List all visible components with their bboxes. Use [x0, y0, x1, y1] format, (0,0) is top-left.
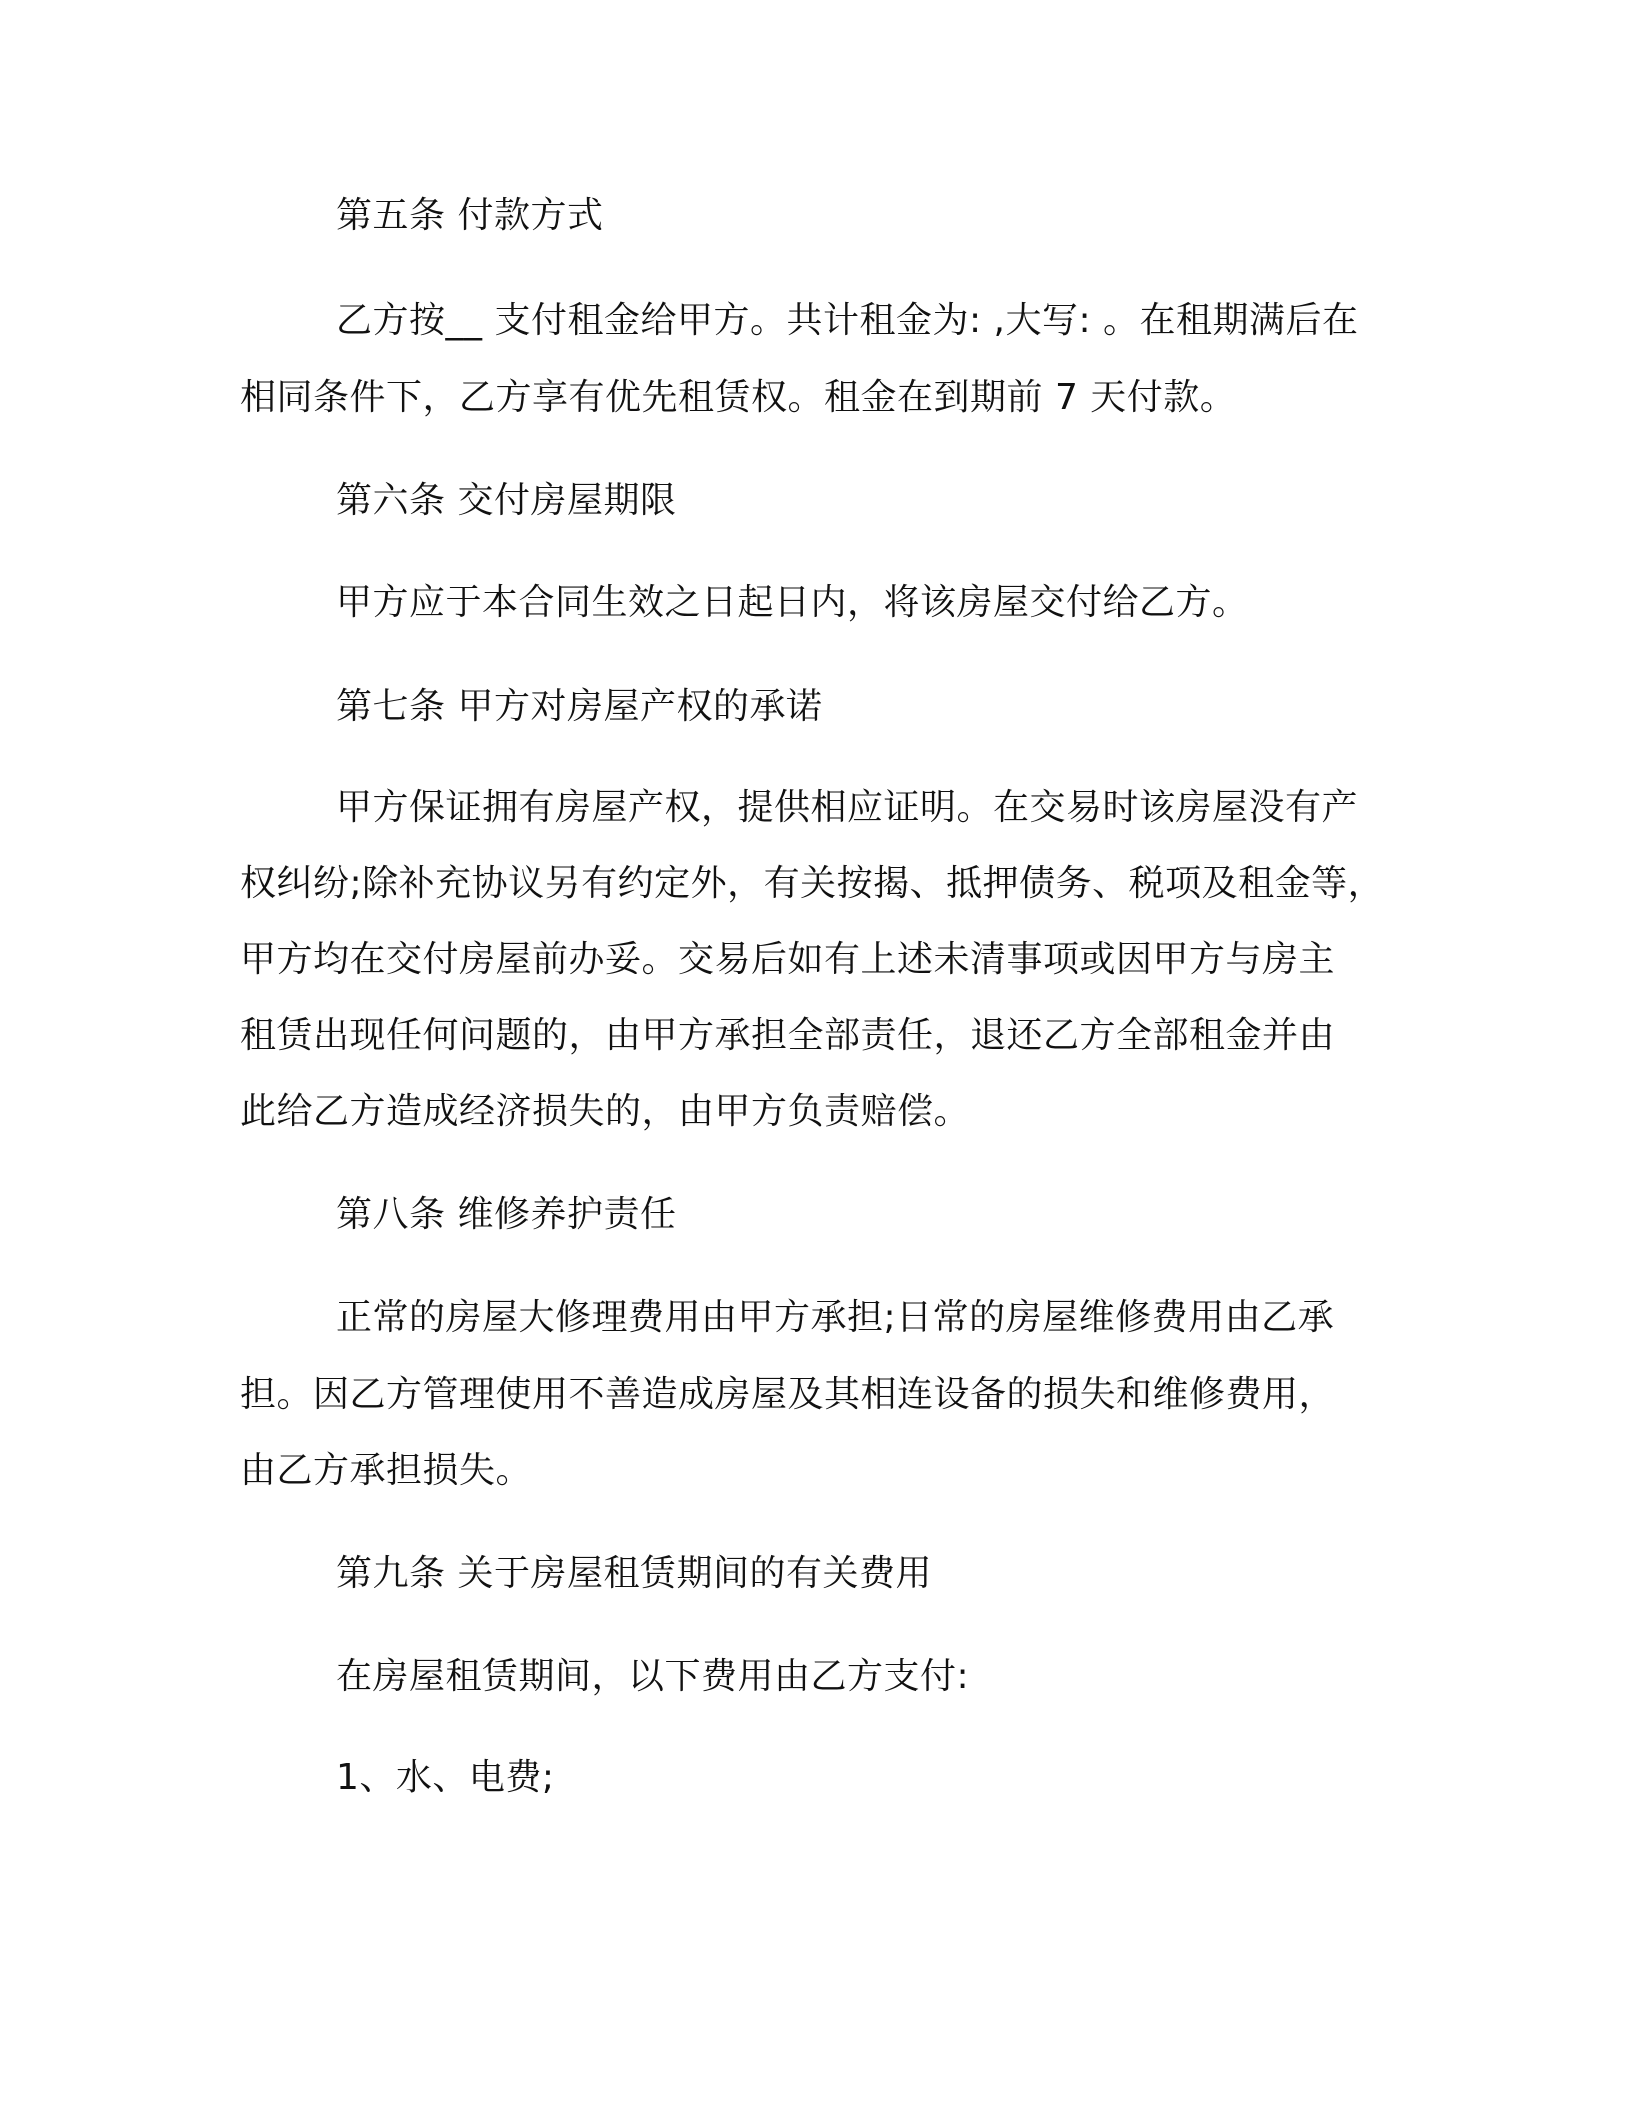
article-7-text-line-1: 甲方保证拥有房屋产权，提供相应证明。在交易时该房屋没有产: [336, 787, 1359, 828]
article-8-text-line-1: 正常的房屋大修理费用由甲方承担;日常的房屋维修费用由乙承: [336, 1297, 1335, 1338]
article-5-heading: 第五条 付款方式: [336, 195, 604, 236]
article-8-heading: 第八条 维修养护责任: [336, 1194, 677, 1235]
article-9-list-item-1: 1、水、电费;: [336, 1757, 555, 1798]
article-8-text-line-3: 由乙方承担损失。: [240, 1450, 533, 1491]
article-7-text-line-3: 甲方均在交付房屋前办妥。交易后如有上述未清事项或因甲方与房主: [240, 939, 1336, 980]
article-7-text-line-2: 权纠纷;除补充协议另有约定外，有关按揭、抵押债务、税项及租金等，: [240, 863, 1385, 904]
article-8-text-line-2: 担。因乙方管理使用不善造成房屋及其相连设备的损失和维修费用，: [240, 1374, 1336, 1415]
article-9-heading: 第九条 关于房屋租赁期间的有关费用: [336, 1553, 932, 1594]
article-7-heading: 第七条 甲方对房屋产权的承诺: [336, 686, 823, 727]
article-7-text-line-5: 此给乙方造成经济损失的，由甲方负责赔偿。: [240, 1091, 971, 1132]
article-5-text-line-1: 乙方按__ 支付租金给甲方。共计租金为: ,大写: 。在租期满后在: [336, 300, 1359, 341]
article-6-text-line-1: 甲方应于本合同生效之日起日内，将该房屋交付给乙方。: [336, 582, 1249, 623]
article-6-heading: 第六条 交付房屋期限: [336, 480, 677, 521]
article-7-text-line-4: 租赁出现任何问题的，由甲方承担全部责任，退还乙方全部租金并由: [240, 1015, 1336, 1056]
article-9-text-line-1: 在房屋租赁期间，以下费用由乙方支付:: [336, 1656, 970, 1697]
article-5-text-line-2: 相同条件下，乙方享有优先租赁权。租金在到期前 7 天付款。: [240, 377, 1237, 418]
